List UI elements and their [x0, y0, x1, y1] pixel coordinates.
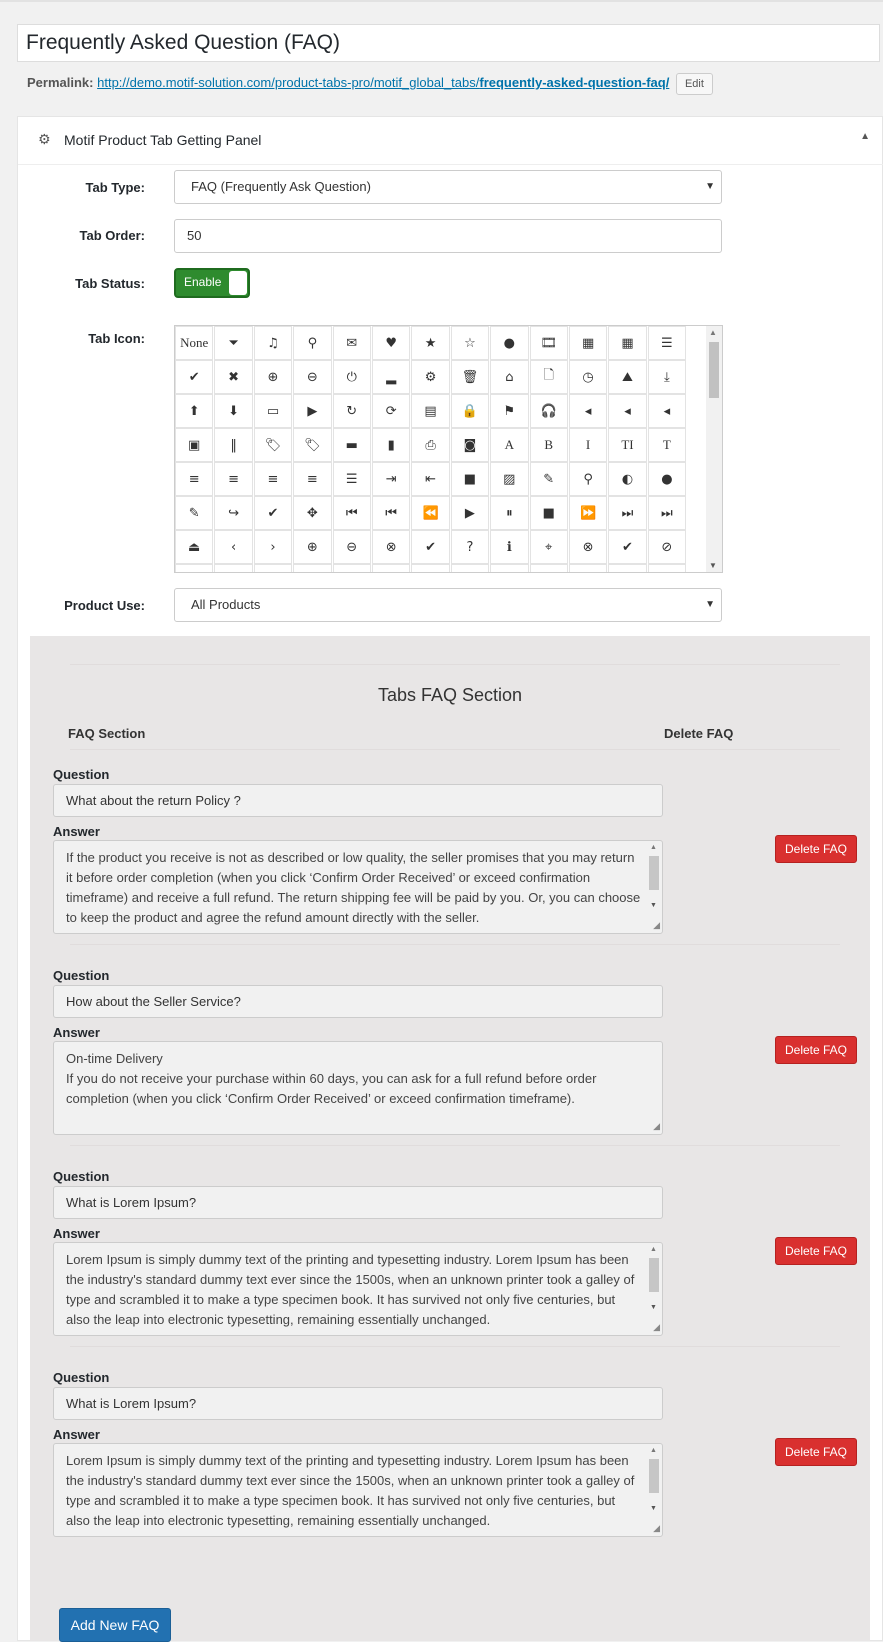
scroll-thumb[interactable]: [649, 1459, 659, 1493]
icon-grid: [175, 326, 705, 573]
icon-option-hidden[interactable]: [254, 564, 292, 573]
icon-picker-scrollbar[interactable]: [706, 326, 722, 572]
edit-icon[interactable]: ✎: [175, 496, 213, 530]
tags-icon[interactable]: 🏷: [293, 428, 331, 462]
tab-type-select[interactable]: [174, 170, 722, 204]
star-empty-icon[interactable]: ☆: [451, 326, 489, 360]
question-input[interactable]: How about the Seller Service?: [53, 985, 663, 1018]
product-use-value: All Products: [191, 597, 261, 612]
divider: [70, 749, 840, 750]
chevron-left-icon[interactable]: ‹: [214, 530, 252, 564]
question-input[interactable]: What is Lorem Ipsum?: [53, 1387, 663, 1420]
answer-text: If the product you receive is not as described or low quality, the seller promises that you may return it before order completion (when you click ‘Confirm Order Received’ or exceed confirmation timeframe) and receive a full refund. The return shipping fee will be paid by you. Or, you can choose to keep the product and agree the refund amount directly with the seller.: [66, 850, 644, 925]
icon-option-hidden[interactable]: [490, 564, 528, 573]
book-icon[interactable]: ▬: [333, 428, 371, 462]
answer-text: Lorem Ipsum is simply dummy text of the printing and typesetting industry. Lorem Ipsum has been the industry's standard dummy text ever since the 1500s, when an unknown printer took a galley of type and scrambled it to make a type specimen book. It has survived not only five centuries, but also the leap into electronic typesetting, remaining essentially unchanged.: [66, 1453, 638, 1528]
icon-option-hidden[interactable]: [608, 564, 646, 573]
tab-order-input[interactable]: 50: [174, 219, 722, 253]
icon-option-hidden[interactable]: [214, 564, 252, 573]
scroll-up-icon[interactable]: ▲: [709, 328, 717, 337]
facetime-video-icon[interactable]: ■: [451, 462, 489, 496]
permalink-label: Permalink:: [27, 75, 94, 90]
answer-textarea[interactable]: [53, 1242, 663, 1336]
repeat-icon[interactable]: ↻: [333, 394, 371, 428]
list-alt-icon[interactable]: ▤: [411, 394, 449, 428]
tab-status-value: Enable: [184, 275, 222, 289]
ok-circle-icon[interactable]: ✔: [608, 530, 646, 564]
product-use-select[interactable]: [174, 588, 722, 622]
file-icon[interactable]: 🗋: [530, 360, 568, 394]
scroll-up-icon[interactable]: ▲: [650, 1246, 657, 1253]
permalink-edit-button[interactable]: Edit: [676, 73, 713, 95]
ok-icon[interactable]: ✔: [175, 360, 213, 394]
ban-circle-icon[interactable]: ⊘: [648, 530, 686, 564]
resize-handle-icon[interactable]: ◢: [653, 1121, 660, 1131]
permalink-row: [27, 71, 713, 95]
indent-right-icon[interactable]: ⇤: [411, 462, 449, 496]
answer-scrollbar[interactable]: [648, 1447, 660, 1517]
tab-type-label: Tab Type:: [85, 180, 145, 195]
icon-option-hidden[interactable]: [648, 564, 686, 573]
question-input[interactable]: What is Lorem Ipsum?: [53, 1186, 663, 1219]
text-width-icon[interactable]: T: [648, 428, 686, 462]
road-icon[interactable]: ⛰: [608, 360, 646, 394]
step-forward-icon[interactable]: ⏭: [648, 496, 686, 530]
music-icon[interactable]: ♫: [254, 326, 292, 360]
icon-option-hidden[interactable]: [293, 564, 331, 573]
top-divider: [0, 0, 883, 2]
text-height-icon[interactable]: TI: [608, 428, 646, 462]
answer-label: Answer: [53, 1427, 100, 1442]
tab-icon-label: Tab Icon:: [88, 331, 145, 346]
question-label: Question: [53, 1169, 110, 1184]
align-left-icon[interactable]: ≡: [175, 462, 213, 496]
film-icon[interactable]: 🎞: [530, 326, 568, 360]
resize-handle-icon[interactable]: ◢: [653, 1322, 660, 1332]
backward-icon[interactable]: ⏪: [411, 496, 449, 530]
resize-handle-icon[interactable]: ◢: [653, 920, 660, 930]
pause-icon[interactable]: ⏸: [490, 496, 528, 530]
question-input[interactable]: What about the return Policy ?: [53, 784, 663, 817]
cog-icon[interactable]: ⚙: [411, 360, 449, 394]
stop-icon[interactable]: ■: [530, 496, 568, 530]
remove-icon[interactable]: ✖: [214, 360, 252, 394]
question-label: Question: [53, 968, 110, 983]
panel-title: Motif Product Tab Getting Panel: [64, 132, 262, 148]
play-icon[interactable]: ▶: [451, 496, 489, 530]
tab-icon-picker[interactable]: [174, 325, 723, 573]
answer-textarea[interactable]: [53, 1443, 663, 1537]
plus-sign-icon[interactable]: ⊕: [293, 530, 331, 564]
funnel-icon[interactable]: ⏷: [214, 326, 252, 360]
resize-handle-icon[interactable]: ◢: [653, 1523, 660, 1533]
question-label: Question: [53, 767, 110, 782]
info-sign-icon[interactable]: ℹ: [490, 530, 528, 564]
icon-option-hidden[interactable]: [530, 564, 568, 573]
icon-option-hidden[interactable]: [175, 564, 213, 573]
list-icon[interactable]: ☰: [333, 462, 371, 496]
step-backward-icon[interactable]: ⏮: [333, 496, 371, 530]
th-icon[interactable]: ▦: [608, 326, 646, 360]
fast-backward-icon[interactable]: ⏮: [372, 496, 410, 530]
icon-option-none[interactable]: None: [175, 326, 213, 360]
lock-icon[interactable]: 🔒: [451, 394, 489, 428]
th-large-icon[interactable]: ▦: [569, 326, 607, 360]
faq-section: [30, 636, 870, 1641]
italic-icon[interactable]: I: [569, 428, 607, 462]
answer-scrollbar[interactable]: [648, 844, 660, 914]
fast-forward-icon[interactable]: ⏭: [608, 496, 646, 530]
download-icon[interactable]: ⬇: [214, 394, 252, 428]
tab-status-label: Tab Status:: [75, 276, 145, 291]
ok-sign-icon[interactable]: ✔: [411, 530, 449, 564]
signal-icon[interactable]: ▂: [372, 360, 410, 394]
zoom-in-icon[interactable]: ⊕: [254, 360, 292, 394]
star-icon[interactable]: ★: [411, 326, 449, 360]
search-icon[interactable]: ⚲: [293, 326, 331, 360]
divider: [70, 944, 840, 945]
picture-icon[interactable]: ▨: [490, 462, 528, 496]
answer-scrollbar[interactable]: [648, 1246, 660, 1316]
user-icon[interactable]: ●: [490, 326, 528, 360]
indent-left-icon[interactable]: ⇥: [372, 462, 410, 496]
answer-text: Lorem Ipsum is simply dummy text of the printing and typesetting industry. Lorem Ipsum has been the industry's standard dummy text ever since the 1500s, when an unknown printer took a galley of type and scrambled it to make a type specimen book. It has survived not only five centuries, but also the leap into electronic typesetting, remaining essentially unchanged.: [66, 1252, 638, 1327]
answer-label: Answer: [53, 1025, 100, 1040]
qrcode-icon[interactable]: ▣: [175, 428, 213, 462]
zoom-out-icon[interactable]: ⊖: [293, 360, 331, 394]
faq-section-title: Tabs FAQ Section: [377, 685, 523, 705]
remove-sign-icon[interactable]: ⊗: [372, 530, 410, 564]
answer-label: Answer: [53, 824, 100, 839]
check-icon[interactable]: ✔: [254, 496, 292, 530]
scroll-down-icon[interactable]: ▼: [650, 1304, 657, 1311]
icon-option-hidden[interactable]: [372, 564, 410, 573]
time-icon[interactable]: ◷: [569, 360, 607, 394]
chevron-right-icon[interactable]: ›: [254, 530, 292, 564]
collapse-arrow-icon[interactable]: ▲: [860, 131, 870, 142]
minus-sign-icon[interactable]: ⊖: [333, 530, 371, 564]
delete-faq-button[interactable]: Delete FAQ: [775, 1036, 857, 1064]
pencil-icon[interactable]: ✎: [530, 462, 568, 496]
scroll-up-icon[interactable]: ▲: [650, 1447, 657, 1454]
chevron-down-icon: ▼: [705, 599, 715, 610]
th-list-icon[interactable]: ☰: [648, 326, 686, 360]
font-icon[interactable]: A: [490, 428, 528, 462]
answer-label: Answer: [53, 1226, 100, 1241]
align-right-icon[interactable]: ≡: [254, 462, 292, 496]
icon-option-hidden[interactable]: [411, 564, 449, 573]
play-circle-icon[interactable]: ▶: [293, 394, 331, 428]
align-center-icon[interactable]: ≡: [214, 462, 252, 496]
permalink-base: http://demo.motif-solution.com/product-tabs-pro/motif_global_tabs/: [97, 75, 480, 90]
tab-order-label: Tab Order:: [79, 228, 145, 243]
permalink-link[interactable]: [97, 75, 669, 90]
volume-down-icon[interactable]: ◂: [608, 394, 646, 428]
product-use-label: Product Use:: [64, 598, 145, 613]
remove-circle-icon[interactable]: ⊗: [569, 530, 607, 564]
volume-off-icon[interactable]: ◂: [569, 394, 607, 428]
tab-type-value: FAQ (Frequently Ask Question): [191, 179, 371, 194]
icon-option-hidden[interactable]: [333, 564, 371, 573]
icon-option-hidden[interactable]: [569, 564, 607, 573]
chevron-down-icon: ▼: [705, 181, 715, 192]
tab-status-toggle[interactable]: [174, 268, 250, 298]
question-label: Question: [53, 1370, 110, 1385]
home-icon[interactable]: ⌂: [490, 360, 528, 394]
answer-text: On-time Delivery If you do not receive your purchase within 60 days, you can ask for a full refund before order completion (when you click ‘Confirm Order Received’ or exceed confirmation timeframe).: [66, 1051, 597, 1106]
bookmark-icon[interactable]: ▮: [372, 428, 410, 462]
forward-icon[interactable]: ⏩: [569, 496, 607, 530]
map-marker-icon[interactable]: ⚲: [569, 462, 607, 496]
inbox-icon[interactable]: ▭: [254, 394, 292, 428]
faq-col-delete: Delete FAQ: [664, 726, 734, 741]
faq-col-section: FAQ Section: [68, 726, 146, 741]
divider: [70, 1346, 840, 1347]
answer-textarea[interactable]: [53, 840, 663, 934]
refresh-icon[interactable]: ⟳: [372, 394, 410, 428]
trash-icon[interactable]: 🗑: [451, 360, 489, 394]
tint-icon[interactable]: ●: [648, 462, 686, 496]
scroll-thumb[interactable]: [649, 1258, 659, 1292]
delete-faq-button[interactable]: Delete FAQ: [775, 835, 857, 863]
barcode-icon[interactable]: ‖: [214, 428, 252, 462]
download-alt-icon[interactable]: ⤓: [648, 360, 686, 394]
icon-option-hidden[interactable]: [451, 564, 489, 573]
camera-icon[interactable]: ◙: [451, 428, 489, 462]
delete-faq-button[interactable]: Delete FAQ: [775, 1438, 857, 1466]
add-new-faq-button[interactable]: Add New FAQ: [59, 1608, 171, 1642]
share-icon[interactable]: ↪: [214, 496, 252, 530]
off-icon[interactable]: ⏻: [333, 360, 371, 394]
delete-faq-button[interactable]: Delete FAQ: [775, 1237, 857, 1265]
divider: [70, 1145, 840, 1146]
bold-icon[interactable]: B: [530, 428, 568, 462]
divider: [70, 664, 840, 665]
flag-icon[interactable]: ⚑: [490, 394, 528, 428]
screenshot-icon[interactable]: ⌖: [530, 530, 568, 564]
panel-header[interactable]: [18, 117, 883, 165]
tag-icon[interactable]: 🏷: [254, 428, 292, 462]
answer-textarea[interactable]: [53, 1041, 663, 1135]
scroll-thumb[interactable]: [649, 856, 659, 890]
envelope-icon[interactable]: ✉: [333, 326, 371, 360]
question-sign-icon[interactable]: ?: [451, 530, 489, 564]
scroll-up-icon[interactable]: ▲: [650, 844, 657, 851]
heart-icon[interactable]: ♥: [372, 326, 410, 360]
upload-icon[interactable]: ⬆: [175, 394, 213, 428]
scroll-down-icon[interactable]: ▼: [709, 561, 717, 570]
permalink-slug: frequently-asked-question-faq/: [479, 75, 670, 90]
align-justify-icon[interactable]: ≡: [293, 462, 331, 496]
scroll-thumb[interactable]: [709, 342, 719, 398]
move-icon[interactable]: ✥: [293, 496, 331, 530]
volume-up-icon[interactable]: ◂: [648, 394, 686, 428]
eject-icon[interactable]: ⏏: [175, 530, 213, 564]
scroll-down-icon[interactable]: ▼: [650, 1505, 657, 1512]
adjust-icon[interactable]: ◐: [608, 462, 646, 496]
post-title-input[interactable]: Frequently Asked Question (FAQ): [17, 24, 880, 62]
toggle-knob: [229, 271, 247, 295]
scroll-down-icon[interactable]: ▼: [650, 902, 657, 909]
print-icon[interactable]: ⎙: [411, 428, 449, 462]
headphones-icon[interactable]: 🎧: [530, 394, 568, 428]
cogs-icon: ⚙: [38, 131, 51, 147]
